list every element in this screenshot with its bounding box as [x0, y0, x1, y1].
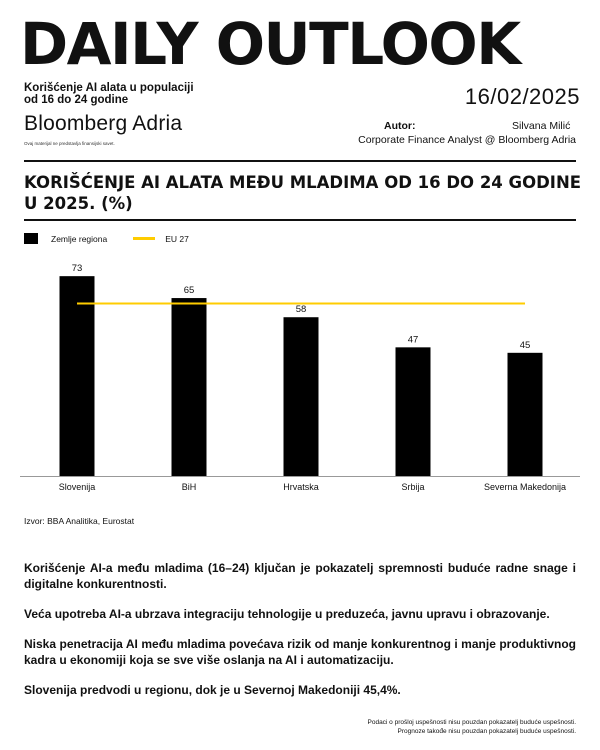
- disclaimer: Ovaj materijal ne predstavlja finansijski savet.: [24, 141, 115, 146]
- legend-series-label: Zemlje regiona: [51, 233, 108, 244]
- bar: [508, 353, 543, 476]
- report-subtitle: Korišćenje AI alata u populaciji od 16 do 24 godine: [24, 82, 194, 106]
- footnote-line: Podaci o prošloj uspešnosti nisu pouzdan pokazatelj buduće uspešnosti.: [367, 719, 576, 726]
- x-tick-label: BiH: [181, 482, 197, 492]
- data-label: 47: [407, 334, 419, 346]
- commentary: [24, 560, 576, 712]
- bar: [284, 317, 319, 476]
- x-tick-label: Hrvatska: [283, 482, 319, 492]
- x-tick-label: Slovenija: [58, 482, 96, 492]
- legend-reference-label: EU 27: [165, 233, 189, 244]
- chart-title: KORIŠĆENJE AI ALATA MEĐU MLADIMA OD 16 DO 24 GODINE U 2025. (%): [24, 173, 582, 213]
- data-label: 73: [71, 263, 83, 275]
- brand-logo: Bloomberg Adria: [24, 112, 183, 135]
- bar: [172, 298, 207, 476]
- chart-source: Izvor: BBA Analitika, Eurostat: [24, 516, 135, 526]
- data-label: 65: [183, 285, 195, 297]
- x-tick-label: Srbija: [401, 482, 425, 492]
- x-tick-label: Severna Makedonija: [483, 482, 567, 492]
- data-label: 58: [295, 304, 307, 316]
- paragraph: Slovenija predvodi u regionu, dok je u Severnoj Makedoniji 45,4%.: [24, 683, 401, 697]
- paragraph: Korišćenje AI-a među mladima (16–24) ključan je pokazatelj spremnosti buduće radne snage i digitalne konkurentnosti.: [24, 561, 576, 591]
- author-title: Corporate Finance Analyst @ Bloomberg Adria: [358, 134, 576, 146]
- paragraph: Niska penetracija AI među mladima povećava rizik od manje konkurentnog i manje produktivnog kadra u ekonomiji koja se sve više oslanja na AI i automatizaciju.: [24, 637, 576, 667]
- footnote-line: Prognoze takođe nisu pouzdan pokazatelj buduće uspešnosti.: [397, 728, 576, 735]
- footnote: [368, 718, 577, 736]
- data-label: 45: [519, 339, 531, 351]
- paragraph: Veća upotreba AI-a ubrzava integraciju tehnologije u preduzeća, javnu upravu i obrazovanje.: [24, 607, 550, 621]
- bar: [60, 276, 95, 476]
- author-label: Autor:: [384, 120, 416, 132]
- report-date: 16/02/2025: [464, 84, 580, 109]
- author-name: Silvana Milić: [512, 120, 571, 132]
- bar: [396, 347, 431, 476]
- masthead-title: DAILY OUTLOOK: [20, 10, 520, 78]
